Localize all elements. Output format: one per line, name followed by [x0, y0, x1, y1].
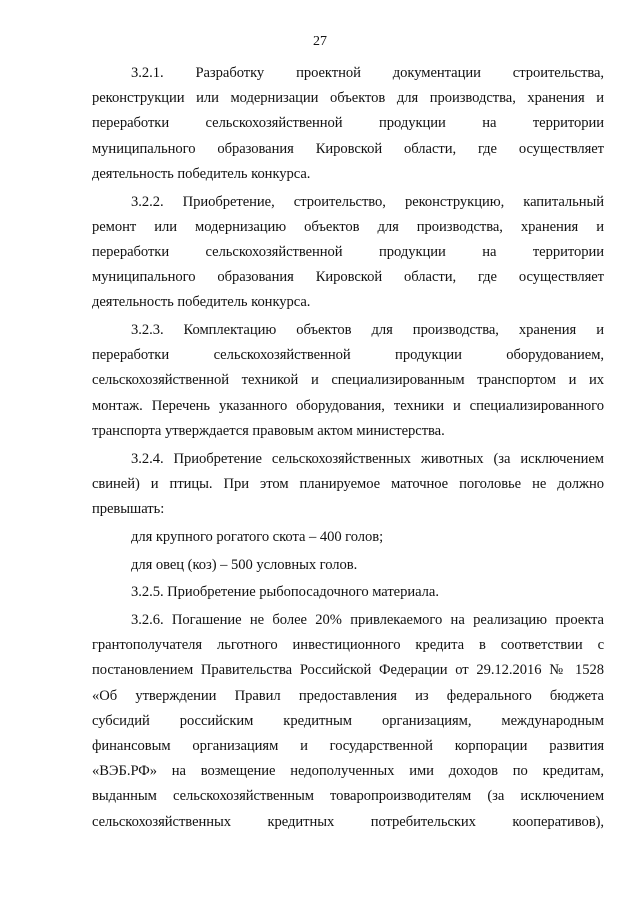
paragraph-line: ремонт или модернизацию объектов для производства, хранения и — [92, 218, 604, 235]
list-item-cattle — [92, 525, 604, 550]
paragraph-3-2-3 — [92, 318, 604, 444]
document-body — [92, 61, 604, 835]
paragraph-3-2-2 — [92, 190, 604, 316]
paragraph-line: 3.2.2. Приобретение, строительство, реконструкцию, капитальный — [131, 193, 604, 210]
paragraph-line: переработки сельскохозяйственной продукции на территории — [92, 243, 604, 260]
paragraph-line: превышать: — [92, 500, 165, 517]
paragraph-line: субсидий российским кредитным организациям, международным — [92, 712, 604, 729]
paragraph-line: реконструкции или модернизации объектов для производства, хранения и — [92, 90, 604, 107]
paragraph-line: 3.2.6. Погашение не более 20% привлекаемого на реализацию проекта — [131, 612, 604, 629]
paragraph-line: финансовым организациям и государственной корпорации развития — [92, 738, 604, 755]
list-item-sheep — [92, 553, 604, 578]
paragraph-line: постановлением Правительства Российской Федерации от 29.12.2016 № 1528 — [92, 662, 604, 679]
paragraph-3-2-6 — [92, 608, 604, 835]
paragraph-line: выданным сельскохозяйственным товаропроизводителям (за исключением — [92, 788, 604, 805]
paragraph-line: 3.2.3. Комплектацию объектов для производства, хранения и — [131, 322, 604, 339]
paragraph-line: 3.2.4. Приобретение сельскохозяйственных животных (за исключением — [131, 450, 604, 467]
paragraph-line: муниципального образования Кировской области, где осуществляет — [92, 140, 604, 157]
paragraph-line: сельскохозяйственной техникой и специализированным транспортом и их — [92, 372, 604, 389]
paragraph-line: 3.2.1. Разработку проектной документации строительства, — [131, 65, 604, 81]
paragraph-line: деятельность победитель конкурса. — [92, 294, 311, 311]
paragraph-line: 3.2.5. Приобретение рыбопосадочного материала. — [131, 584, 439, 601]
paragraph-line: свиней) и птицы. При этом планируемое маточное поголовье не должно — [92, 475, 604, 492]
paragraph-line: монтаж. Перечень указанного оборудования, техники и специализированного — [92, 397, 604, 414]
page-number: 27 — [313, 34, 327, 49]
paragraph-line: грантополучателя льготного инвестиционного кредита в соответствии с — [92, 637, 604, 654]
paragraph-line: сельскохозяйственных кредитных потребительских кооперативов), — [92, 813, 604, 830]
paragraph-line: для крупного рогатого скота – 400 голов; — [131, 528, 384, 545]
paragraph-line: «Об утверждении Правил предоставления из федерального бюджета — [92, 687, 604, 704]
paragraph-line: переработки сельскохозяйственной продукции оборудованием, — [92, 347, 604, 364]
paragraph-3-2-4 — [92, 447, 604, 523]
paragraph-3-2-1 — [92, 61, 604, 187]
paragraph-line: переработки сельскохозяйственной продукции на территории — [92, 115, 604, 132]
paragraph-line: деятельность победитель конкурса. — [92, 165, 311, 182]
paragraph-line: для овец (коз) – 500 условных голов. — [131, 556, 358, 573]
paragraph-line: муниципального образования Кировской области, где осуществляет — [92, 269, 604, 286]
paragraph-line: транспорта утверждается правовым актом министерства. — [92, 422, 445, 439]
paragraph-3-2-5 — [92, 580, 604, 605]
paragraph-line: «ВЭБ.РФ» на возмещение недополученных ими доходов по кредитам, — [92, 763, 604, 780]
